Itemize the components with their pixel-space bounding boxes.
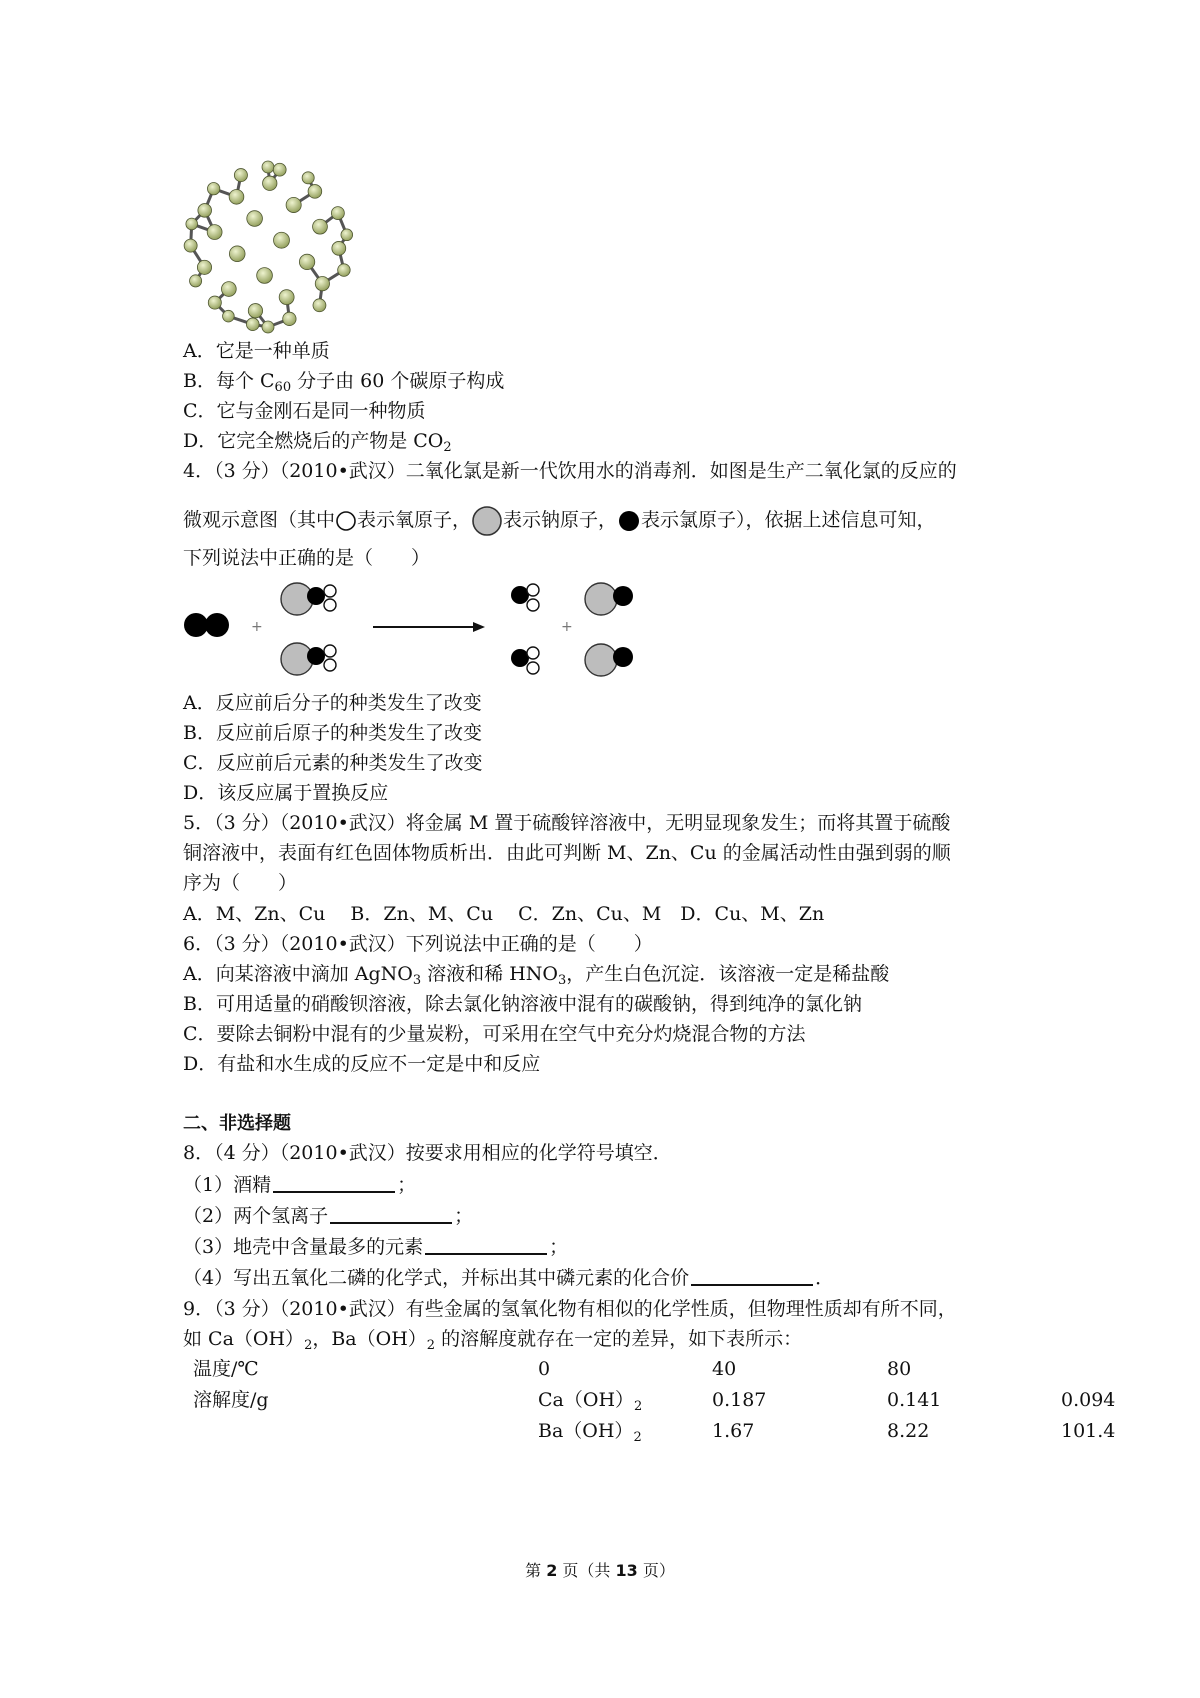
reaction-diagram [183,585,643,685]
bucky-atom [186,218,198,230]
bucky-atom [274,232,290,248]
q5-stem-line2: 铜溶液中，表面有红色固体物质析出．由此可判断 M、Zn、Cu 的金属活动性由强到弱的顺 [183,842,951,864]
q5-stem-line1: 5．（3 分）（2010•武汉）将金属 M 置于硫酸锌溶液中，无明显现象发生；而将其置于硫酸 [183,812,951,834]
oxygen-atom-icon [335,510,357,532]
nacl-molecule-bottom [585,644,633,676]
q6-option-b: B．可用适量的硝酸钡溶液，除去氯化钠溶液中混有的碳酸钠，得到纯净的氯化钠 [183,993,862,1015]
bucky-atom [234,169,247,182]
cl2-molecule [184,613,229,637]
sodium-atom-icon [471,505,503,537]
bucky-atom [197,260,211,274]
reaction-arrow [373,622,485,632]
bucky-atom [338,264,351,277]
bucky-atom [283,312,296,325]
bucky-atom [190,275,202,287]
table-ca-name: $Ca(OH)_2$ [538,1389,643,1414]
q6-option-c: C．要除去铜粉中混有的少量炭粉，可采用在空气中充分灼烧混合物的方法 [183,1023,806,1045]
q6-option-d: D．有盐和水生成的反应不一定是中和反应 [183,1053,541,1075]
q3-option-d: D．它完全燃烧后的产物是 $CO_2$ [183,430,452,455]
q4-option-d: D．该反应属于置换反应 [183,782,389,804]
bucky-atom [313,299,326,312]
clo2-molecule-bottom [511,647,539,674]
plus-sign-right: + [561,619,573,635]
bucky-atom [286,197,301,212]
naclo2-molecule-top [281,583,336,615]
bucky-atom [207,225,222,240]
bucky-atom [207,183,219,195]
bucky-atom [308,185,322,199]
q4-option-a: A．反应前后分子的种类发生了改变 [183,692,482,714]
answer-blank-3[interactable] [425,1235,547,1255]
q4-stem-line2: 微观示意图（其中 表示氧原子， 表示钠原子， 表示氯原子），依据上述信息可知， [183,505,936,537]
bucky-atom [332,241,346,255]
page-footer: 第 2 页（共 13 页） [525,1561,675,1580]
bucky-atom [248,304,262,318]
bucky-atom [279,290,294,305]
q8-item-1: （1）酒精 ； [183,1174,417,1196]
bucky-atom [262,321,274,333]
bucky-atom [229,189,244,204]
plus-sign-left: + [251,619,263,635]
section-heading: 二、非选择题 [183,1113,291,1134]
bucky-atom [229,246,245,262]
table-ba-name: $Ba(OH)_2$ [538,1420,642,1445]
q4-stem-line1: 4．（3 分）（2010•武汉）二氧化氯是新一代饮用水的消毒剂．如图是生产二氧化氯的反应的 [183,460,957,482]
answer-blank-4[interactable] [691,1266,813,1286]
q4-stem-line3: 下列说法中正确的是（ ） [183,547,431,569]
bucky-atom [341,229,353,241]
q4-option-b: B．反应前后原子的种类发生了改变 [183,722,482,744]
q8-item-4: （4）写出五氧化二磷的化学式，并标出其中磷元素的化合价 ． [183,1267,835,1289]
table-header-temp-40: 40 [712,1358,737,1380]
q5-stem-line3: 序为（ ） [183,872,298,894]
q5-options: A．M、Zn、Cu B．Zn、M、Cu C．Zn、Cu、M D．Cu、M、Zn [183,903,825,925]
bucky-atom [302,172,314,184]
bucky-atom [257,268,273,284]
nacl-molecule-top [585,583,633,615]
q3-option-c: C．它与金刚石是同一种物质 [183,400,426,422]
chlorine-atom-icon [617,509,641,533]
bucky-atom [263,176,277,190]
clo2-molecule-top [511,584,539,611]
table-header-temp-80: 80 [887,1358,912,1380]
table-ba-value-0: 1.67 [712,1420,755,1442]
table-ba-value-2: 101.4 [1061,1420,1116,1442]
bucky-atom [262,161,274,173]
table-header-temperature: 温度/℃ [193,1358,259,1380]
answer-blank-1[interactable] [273,1173,395,1193]
bucky-atom [299,254,314,269]
q3-option-b: B．每个 $C_{60}$ 分子由 60 个碳原子构成 [183,370,505,395]
table-ba-value-1: 8.22 [887,1420,930,1442]
table-row-label-solubility: 溶解度/g [193,1389,269,1411]
answer-blank-2[interactable] [330,1204,452,1224]
buckyball-figure [180,158,356,336]
bucky-atom [315,276,329,290]
naclo2-molecule-bottom [281,643,336,675]
bucky-atom [184,239,197,252]
q9-stem-line2: 如 $Ca(OH)_2$，$Ba(OH)_2$ 的溶解度就存在一定的差异，如下表所示： [183,1328,803,1353]
table-ca-value-0: 0.187 [712,1389,767,1411]
q6-stem: 6．（3 分）（2010•武汉）下列说法中正确的是（ ） [183,933,653,955]
bucky-atom [247,211,263,227]
q9-stem-line1: 9．（3 分）（2010•武汉）有些金属的氢氧化物有相似的化学性质，但物理性质却有所不同， [183,1298,957,1320]
table-ca-value-2: 0.094 [1061,1389,1116,1411]
bucky-atom [246,318,259,331]
bucky-atom [208,296,221,309]
table-header-temp-0: 0 [538,1358,551,1380]
q3-option-a: A．它是一种单质 [183,340,330,362]
q8-stem: 8．（4 分）（2010•武汉）按要求用相应的化学符号填空． [183,1142,672,1164]
bucky-atom [198,204,212,218]
bucky-atom [273,163,286,176]
table-ca-value-1: 0.141 [887,1389,942,1411]
q8-item-3: （3）地壳中含量最多的元素 ； [183,1236,569,1258]
bucky-atom [331,207,344,220]
bucky-atom [221,282,236,297]
bucky-atom [223,310,235,322]
bucky-atom [313,219,328,234]
q4-option-c: C．反应前后元素的种类发生了改变 [183,752,483,774]
q6-option-a: A．向某溶液中滴加 AgNO$_3$ 溶液和稀 $HNO_3$，产生白色沉淀．该溶液一定是稀盐酸 [183,963,890,988]
q8-item-2: （2）两个氢离子 ； [183,1205,474,1227]
